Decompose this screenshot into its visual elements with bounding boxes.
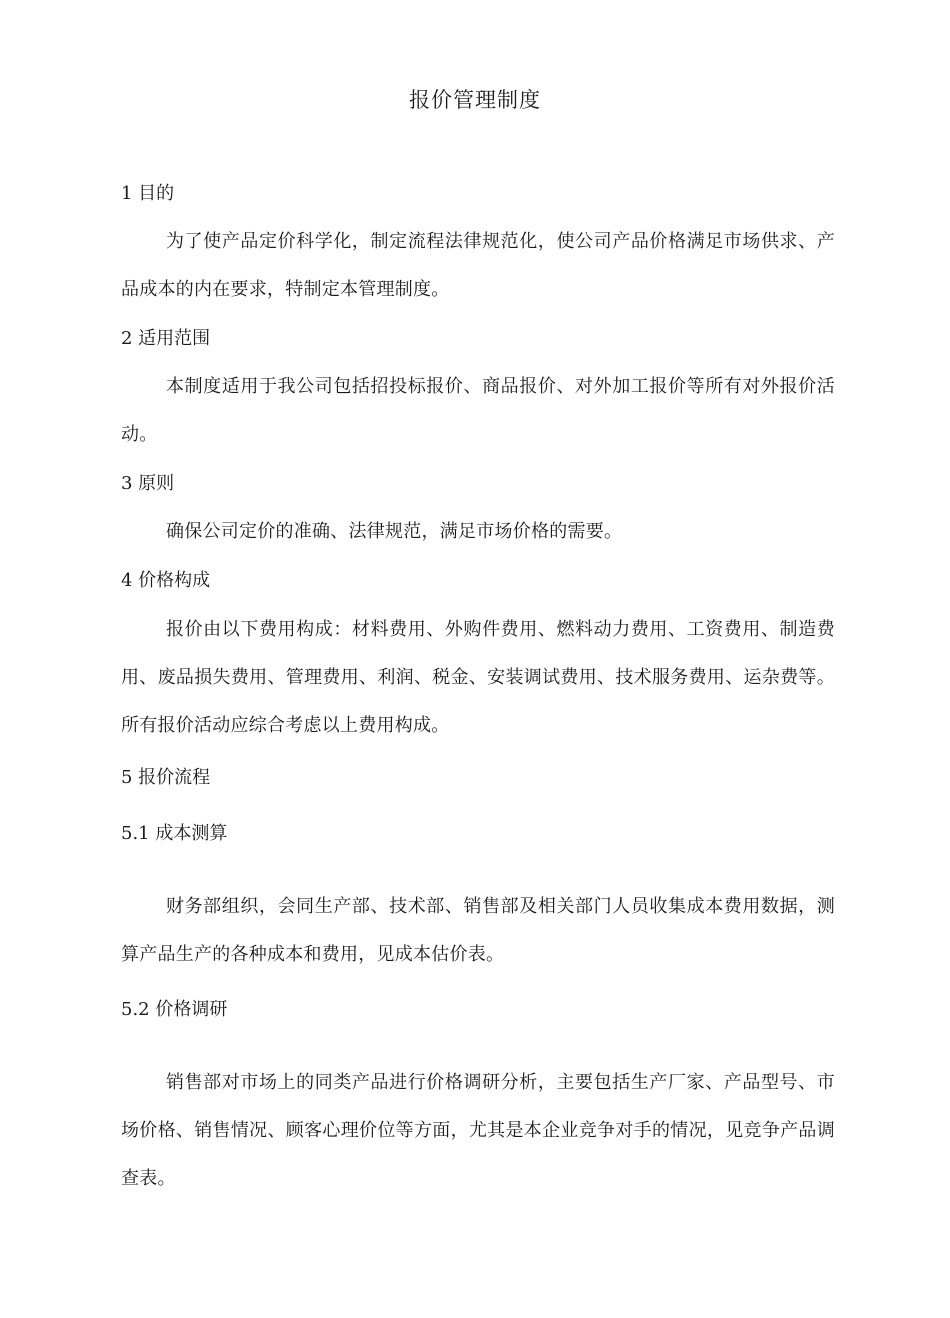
section-heading-price-composition: 4 价格构成 xyxy=(121,570,211,591)
section-heading-quotation-process: 5 报价流程 xyxy=(121,767,211,788)
section-body-cost-estimation: 财务部组织，会同生产部、技术部、销售部及相关部门人员收集成本费用数据，测算产品生产的各种成本和费用，见成本估价表。 xyxy=(121,896,835,965)
section-body-principle: 确保公司定价的准确、法律规范，满足市场价格的需要。 xyxy=(166,521,623,542)
section-body-price-research: 销售部对市场上的同类产品进行价格调研分析，主要包括生产厂家、产品型号、市场价格、销售情况、顾客心理价位等方面，尤其是本企业竞争对手的情况，见竞争产品调查表。 xyxy=(121,1072,835,1189)
section-body-scope: 本制度适用于我公司包括招投标报价、商品报价、对外加工报价等所有对外报价活动。 xyxy=(121,376,835,445)
section-body-price-composition: 报价由以下费用构成：材料费用、外购件费用、燃料动力费用、工资费用、制造费用、废品损失费用、管理费用、利润、税金、安装调试费用、技术服务费用、运杂费等。所有报价活动应综合考虑以上费用构成。 xyxy=(121,619,835,736)
section-heading-principle: 3 原则 xyxy=(121,473,175,494)
section-body-purpose: 为了使产品定价科学化，制定流程法律规范化，使公司产品价格满足市场供求、产品成本的内在要求，特制定本管理制度。 xyxy=(121,231,835,300)
section-heading-cost-estimation: 5.1 成本测算 xyxy=(121,823,228,844)
document-title: 报价管理制度 xyxy=(409,88,541,112)
section-heading-scope: 2 适用范围 xyxy=(121,328,211,349)
section-heading-purpose: 1 目的 xyxy=(121,183,175,204)
section-heading-price-research: 5.2 价格调研 xyxy=(121,999,228,1020)
